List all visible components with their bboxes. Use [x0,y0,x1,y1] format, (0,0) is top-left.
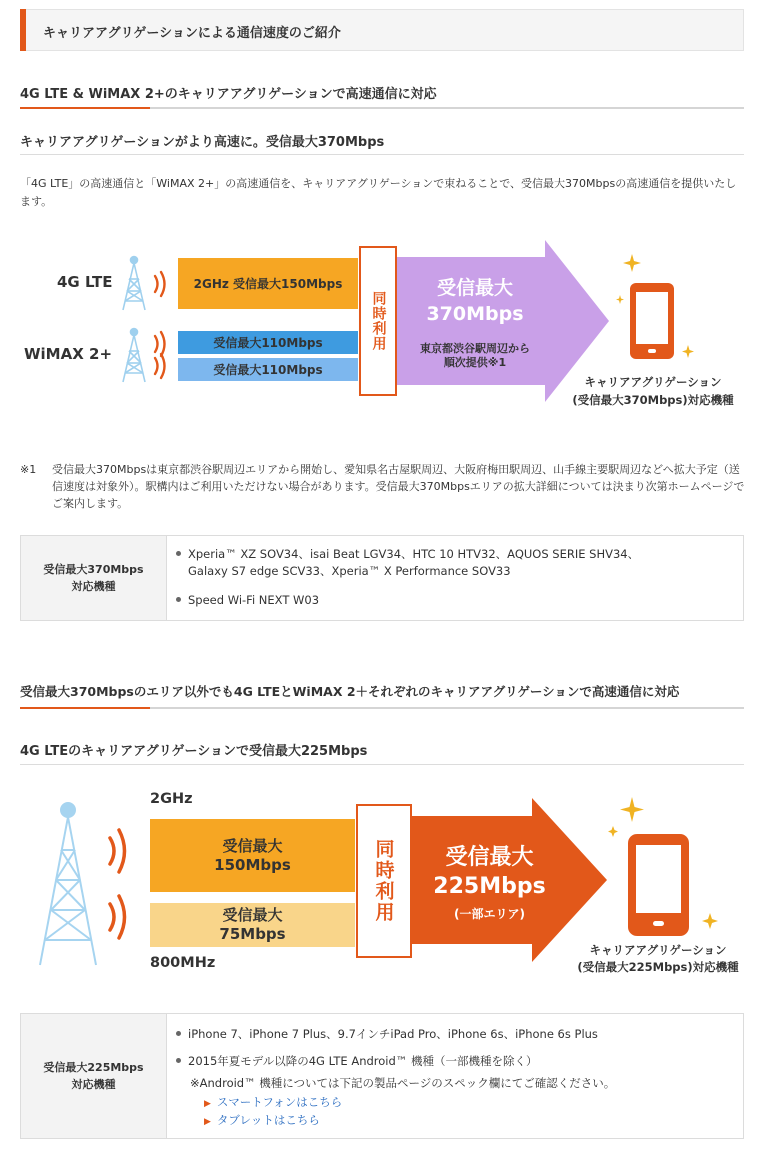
spec-item-370-2 [176,592,319,609]
spec-item-370-2-text: Speed Wi-Fi NEXT W03 [188,593,320,607]
wimax-band-bar-1: 受信最大110Mbps [178,331,358,354]
lte-band-bar: 2GHz 受信最大150Mbps [178,258,358,309]
band-800mhz-line1: 受信最大 [222,906,283,924]
lte-label: 4G LTE [57,273,113,291]
page-title: キャリアアグリゲーションによる通信速度のご紹介 [43,26,341,41]
arrow-370-note2: 順次提供※1 [443,356,507,369]
section2-rule [20,707,744,709]
spec-label-370-line2: 対応機種 [71,580,116,593]
device-cap-225-2: (受信最大225Mbps)対応機種 [577,960,739,974]
smartphone-icon [612,252,704,370]
spec-item-370-1-line1: Xperia™ XZ SOV34、isai Beat LGV34、HTC 10 HTV32、AQUOS SERIE SHV34、 [188,547,640,561]
tablet-link-text[interactable]: タブレットはこちら [216,1113,320,1127]
spec-item-225-2-text: 2015年夏モデル以降の4G LTE Android™ 機種（一部機種を除く） [188,1054,538,1068]
arrow-right-icon: ▶ [204,1117,211,1127]
note-text: 受信最大370Mbpsは東京都渋谷駅周辺エリアから開始し、愛知県名古屋駅周辺、大阪府梅田駅周辺、山手線主要駅周辺などへ拡大予定（送信速度は対象外）。駅構内はご利用いただけない場合があります。受信最大370Mbpsエリアの拡大詳細については決まり次第ホームページでご案内します。 [52,463,745,510]
section2-subheading-rule [20,764,744,765]
spec-item-225-1 [176,1026,598,1043]
spec-note-225: ※Android™ 機種については下記の製品ページのスペック欄にてご確認ください。 [190,1076,616,1090]
simultaneous-use-label: 同時利用 [370,291,387,351]
title-accent-bar [20,9,26,51]
simultaneous-use-box-2 [356,804,412,958]
note-mark: ※1 [20,463,37,476]
simultaneous-use-box [359,246,397,396]
spec-item-370-1-line2: Galaxy S7 edge SCV33、Xperia™ X Performance SOV33 [188,564,511,578]
section1-rule [20,107,744,109]
spec-label-225-line2: 対応機種 [71,1078,116,1091]
spec-label-225 [21,1014,167,1138]
simultaneous-use-label-2: 同時利用 [372,839,395,923]
section2-subheading: 4G LTEのキャリアアグリゲーションで受信最大225Mbps [20,744,368,759]
arrow-225-line2: 225Mbps [433,874,546,899]
band-2ghz-bar [150,819,355,892]
device-cap-370-2: (受信最大370Mbps)対応機種 [572,393,734,407]
band-800mhz-label: 800MHz [150,955,216,971]
wimax-band-bar-2: 受信最大110Mbps [178,358,358,381]
arrow-370-note1: 東京都渋谷駅周辺から [420,342,530,355]
subheading-rule [20,154,744,155]
spec-item-225-2 [176,1053,537,1070]
band-800mhz-line2: 75Mbps [219,925,286,943]
section1-intro: 「4G LTE」の高速通信と「WiMAX 2+」の高速通信を、キャリアアグリゲーションで束ねることで、受信最大370Mbpsの高速通信を提供いたします。 [20,177,737,208]
section1-subheading: キャリアアグリゲーションがより高速に。受信最大370Mbps [20,135,385,150]
page-title-box [20,9,744,51]
lte-tower-icon [115,254,175,314]
spec-table-370 [20,535,744,621]
spec-table-225 [20,1013,744,1139]
smartphone-link[interactable] [204,1094,342,1113]
arrow-225-note: (一部エリア) [454,907,525,921]
spec-item-370-1 [176,546,639,580]
spec-item-225-1-text: iPhone 7、iPhone 7 Plus、9.7インチiPad Pro、iPhone 6s、iPhone 6s Plus [188,1027,598,1041]
smartphone-icon-2 [604,797,726,937]
arrow-right-icon: ▶ [204,1099,211,1109]
arrow-370-line2: 370Mbps [426,303,524,325]
wimax-tower-icon [115,326,175,386]
smartphone-link-text[interactable]: スマートフォンはこちら [216,1095,343,1109]
arrow-370-line1: 受信最大 [436,277,513,299]
band-2ghz-line2: 150Mbps [214,855,291,874]
tablet-link[interactable] [204,1112,320,1131]
spec-label-370-line1: 受信最大370Mbps [43,563,144,576]
band-2ghz-label: 2GHz [150,791,193,807]
band-800mhz-bar [150,903,355,947]
cell-tower-icon [30,800,140,968]
band-2ghz-line1: 受信最大 [222,836,283,855]
spec-label-225-line1: 受信最大225Mbps [43,1061,144,1074]
device-cap-225-1: キャリアアグリゲーション [589,943,727,957]
device-cap-370-1: キャリアアグリゲーション [584,375,722,389]
section2-heading: 受信最大370Mbpsのエリア以外でも4G LTEとWiMAX 2＋それぞれのキャリアアグリゲーションで高速通信に対応 [20,684,680,699]
arrow-225-line1: 受信最大 [445,845,534,870]
wimax-label: WiMAX 2+ [24,345,113,363]
section1-heading: 4G LTE & WiMAX 2+のキャリアアグリゲーションで高速通信に対応 [20,87,437,102]
spec-label-370 [21,536,167,620]
